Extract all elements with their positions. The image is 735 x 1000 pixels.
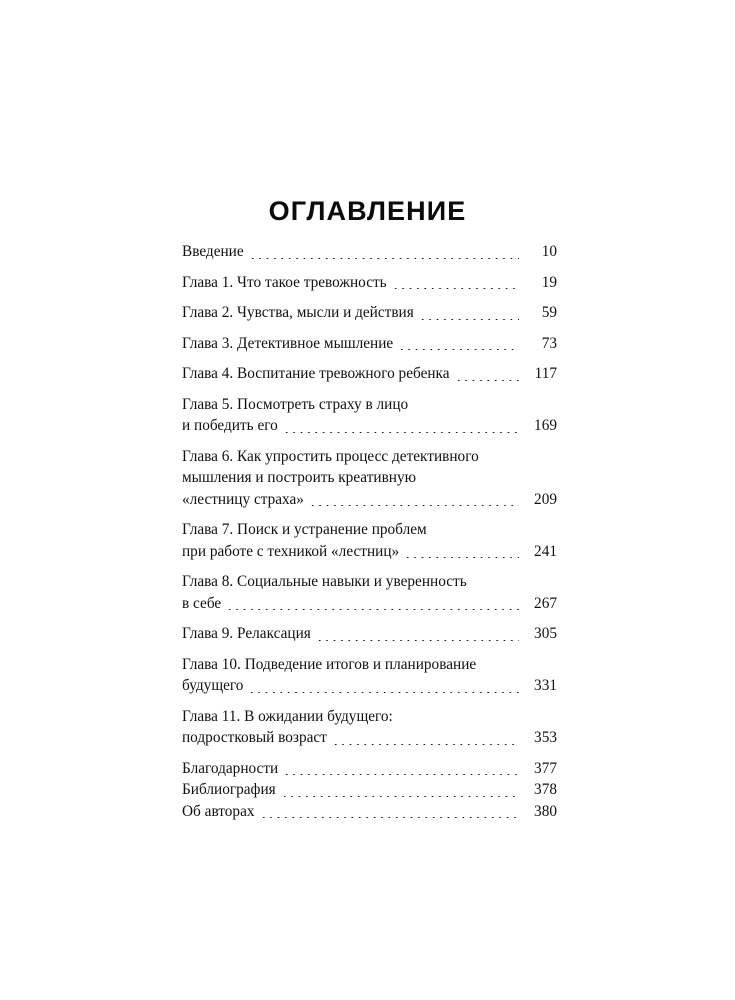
dot-leader (421, 484, 519, 485)
dot-leader (283, 432, 519, 433)
toc-entry-title: Библиография (182, 781, 276, 798)
dot-leader (248, 692, 519, 693)
dot-leader (332, 744, 519, 745)
toc-entry-title: Глава 2. Чувства, мысли и действия (182, 304, 414, 321)
toc-entry-line (182, 302, 557, 324)
toc-list (182, 241, 557, 822)
toc-entry-title: Глава 11. В ожидании будущего: (182, 707, 393, 725)
toc-entry-line (182, 394, 557, 416)
toc-entry-title: мышления и построить креативную (182, 469, 417, 486)
toc-page-number: 117 (534, 365, 557, 382)
toc-entry-title: «лестницу страха» (182, 490, 304, 508)
toc-entry-line (182, 706, 557, 728)
toc-page-number: 377 (534, 759, 557, 777)
toc-entry-line (182, 415, 557, 437)
toc-entry[interactable] (182, 779, 557, 801)
toc-entry-line (182, 363, 557, 385)
toc-entry[interactable] (182, 706, 557, 749)
toc-entry-title: в себе (182, 594, 222, 612)
toc-entry[interactable] (182, 623, 557, 645)
toc-entry[interactable] (182, 446, 557, 511)
toc-entry-title: Глава 4. Воспитание тревожного ребенка (182, 365, 450, 382)
dot-leader (309, 505, 519, 506)
toc-page-number: 378 (534, 781, 557, 798)
toc-entry[interactable] (182, 571, 557, 614)
toc-entry-title: Введение (182, 243, 244, 260)
toc-entry-line (182, 623, 557, 645)
dot-leader (392, 288, 519, 289)
dot-leader (404, 557, 519, 558)
dot-leader (432, 536, 519, 537)
dot-leader (249, 258, 519, 259)
toc-entry-line (182, 571, 557, 593)
dot-leader (484, 462, 519, 463)
toc-entry-line (182, 241, 557, 263)
page-title: ОГЛАВЛЕНИЕ (268, 196, 467, 226)
toc-entry[interactable] (182, 363, 557, 385)
toc-entry[interactable] (182, 272, 557, 294)
toc-entry-title: Об авторах (182, 802, 255, 820)
toc-entry-title: Благодарности (182, 759, 279, 777)
toc-entry-line (182, 727, 557, 749)
toc-entry-title: Глава 8. Социальные навыки и уверенность (182, 573, 467, 590)
toc-entry-title: подростковый возраст (182, 729, 327, 746)
dot-leader (481, 670, 519, 671)
toc-page-number: 209 (534, 490, 557, 508)
toc-page-number: 19 (541, 273, 557, 291)
dot-leader (283, 774, 519, 775)
dot-leader (226, 609, 519, 610)
toc-entry[interactable] (182, 758, 557, 780)
toc-entry-title: Глава 3. Детективное мышление (182, 334, 394, 352)
dot-leader (398, 722, 519, 723)
dot-leader (398, 349, 519, 350)
toc-entry[interactable] (182, 302, 557, 324)
dot-leader (260, 817, 519, 818)
toc-entry-line (182, 489, 557, 511)
toc-page-number: 331 (534, 677, 557, 694)
toc-entry[interactable] (182, 241, 557, 263)
toc-page-number: 73 (541, 334, 557, 352)
toc-entry-line (182, 758, 557, 780)
toc-entry-line (182, 519, 557, 541)
toc-entry-line (182, 675, 557, 697)
toc-entry[interactable] (182, 333, 557, 355)
toc-entry-title: Глава 5. Посмотреть страху в лицо (182, 395, 409, 413)
toc-entry[interactable] (182, 801, 557, 823)
toc-entry[interactable] (182, 654, 557, 697)
toc-entry-line (182, 541, 557, 563)
toc-entry[interactable] (182, 519, 557, 562)
toc-entry-title: Глава 1. Что такое тревожность (182, 273, 387, 291)
toc-entry-title: Глава 6. Как упростить процесс детективного (182, 447, 479, 465)
toc-entry-title: при работе с техникой «лестниц» (182, 542, 400, 560)
toc-entry-title: Глава 9. Релаксация (182, 625, 311, 642)
toc-entry-title: будущего (182, 677, 244, 694)
toc-entry-line (182, 801, 557, 823)
dot-leader (472, 588, 519, 589)
dot-leader (455, 380, 519, 381)
toc-entry-line (182, 446, 557, 468)
toc-entry-line (182, 333, 557, 355)
toc-entry-line (182, 272, 557, 294)
dot-leader (419, 319, 519, 320)
toc-entry-line (182, 467, 557, 489)
toc-page-number: 59 (541, 304, 557, 321)
toc-entry-title: Глава 10. Подведение итогов и планирование (182, 655, 477, 673)
toc-page-number: 353 (534, 729, 557, 746)
toc-page-number: 267 (534, 594, 557, 612)
dot-leader (316, 640, 519, 641)
toc-page-number: 241 (534, 542, 557, 560)
dot-leader (281, 796, 519, 797)
toc-entry-line (182, 593, 557, 615)
toc-entry-title: и победить его (182, 417, 278, 434)
toc-page-number: 10 (541, 243, 557, 260)
toc-page-number: 305 (534, 625, 557, 642)
toc-entry-line (182, 654, 557, 676)
dot-leader (413, 410, 519, 411)
toc-entry[interactable] (182, 394, 557, 437)
toc-page-number: 380 (534, 802, 557, 820)
toc-page-number: 169 (534, 417, 557, 434)
toc-entry-title: Глава 7. Поиск и устранение проблем (182, 521, 427, 538)
toc-entry-line (182, 779, 557, 801)
